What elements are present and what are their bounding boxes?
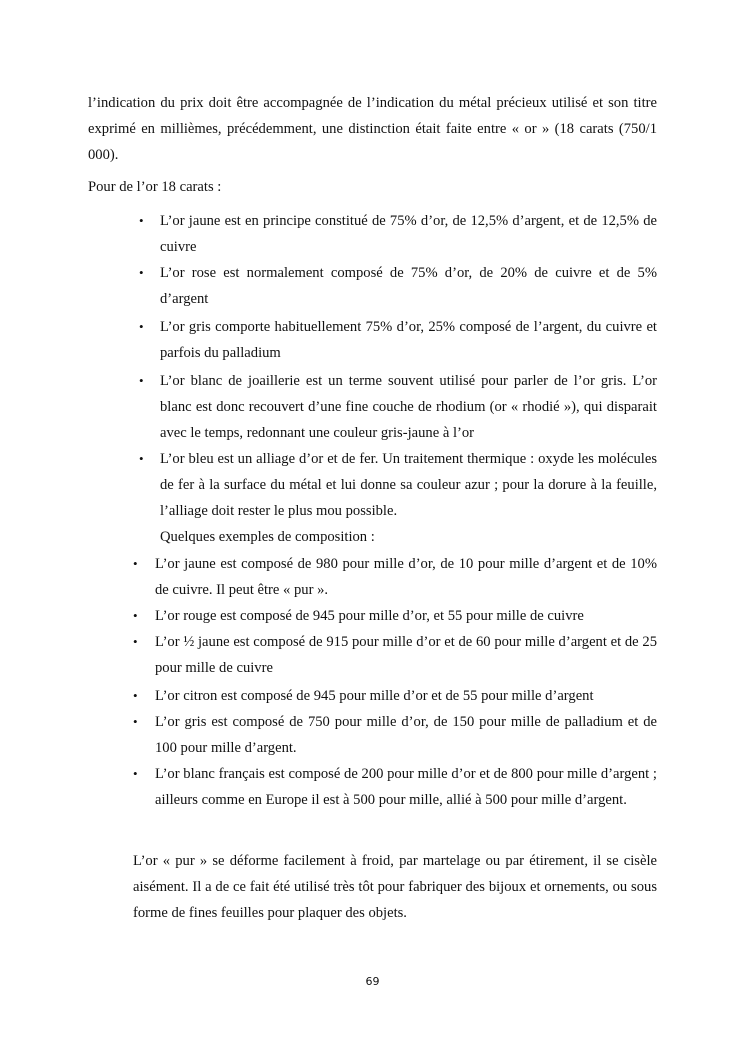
bullet-icon: • [139, 373, 144, 388]
bullet-icon: • [133, 688, 138, 703]
list-item: L’or bleu est un alliage d’or et de fer. Un traitement thermique : oxyde les molécules de fer à la surface du métal et lui donne sa couleur azur ; pour la dorure à la feuille, l’alliage doit rester le plus mou possible. [160, 451, 657, 519]
bullet-icon: • [133, 608, 138, 623]
list-item: L’or blanc de joaillerie est un terme souvent utilisé pour parler de l’or gris. L’or blanc est donc recouvert d’une fine couche de rhodium (or « rhodié »), qui disparait avec le temps, redonnant une couleur gris-jaune à l’or [160, 373, 657, 441]
list-item: L’or gris comporte habituellement 75% d’or, 25% composé de l’argent, du cuivre et parfois du palladium [160, 319, 657, 361]
examples-intro: Quelques exemples de composition : [160, 529, 375, 545]
bullet-icon: • [133, 556, 138, 571]
list-item: L’or ½ jaune est composé de 915 pour mille d’or et de 60 pour mille d’argent et de 25 pour mille de cuivre [155, 634, 657, 676]
list-item: L’or gris est composé de 750 pour mille d’or, de 150 pour mille de palladium et de 100 pour mille d’argent. [155, 714, 657, 756]
list-item: L’or jaune est composé de 980 pour mille d’or, de 10 pour mille d’argent et de 10% de cuivre. Il peut être « pur ». [155, 556, 657, 598]
list-item: L’or rose est normalement composé de 75% d’or, de 20% de cuivre et de 5% d’argent [160, 265, 657, 307]
list-item: L’or citron est composé de 945 pour mille d’or et de 55 pour mille d’argent [155, 688, 594, 704]
bullet-icon: • [139, 319, 144, 334]
closing-paragraph: L’or « pur » se déforme facilement à froid, par martelage ou par étirement, il se cisèle aisément. Il a de ce fait été utilisé très tôt pour fabriquer des bijoux et ornements, ou sous forme de fines feuilles pour plaquer des objets. [133, 853, 657, 921]
bullet-icon: • [139, 265, 144, 280]
bullet-icon: • [139, 451, 144, 466]
intro-paragraph: l’indication du prix doit être accompagnée de l’indication du métal précieux utilisé et son titre exprimé en millièmes, précédemment, une distinction était faite entre « or » (18 carats (750/1 000). [88, 95, 657, 163]
bullet-icon: • [133, 766, 138, 781]
list-item: L’or jaune est en principe constitué de 75% d’or, de 12,5% d’argent, et de 12,5% de cuivre [160, 213, 657, 255]
bullet-icon: • [139, 213, 144, 228]
bullet-icon: • [133, 714, 138, 729]
list-item: L’or rouge est composé de 945 pour mille d’or, et 55 pour mille de cuivre [155, 608, 584, 624]
bullet-icon: • [133, 634, 138, 649]
list-item: L’or blanc français est composé de 200 pour mille d’or et de 800 pour mille d’argent ; ailleurs comme en Europe il est à 500 pour mille, allié à 500 pour mille d’argent. [155, 766, 657, 808]
carats-heading: Pour de l’or 18 carats : [88, 179, 222, 195]
page-number: 69 [365, 975, 380, 988]
